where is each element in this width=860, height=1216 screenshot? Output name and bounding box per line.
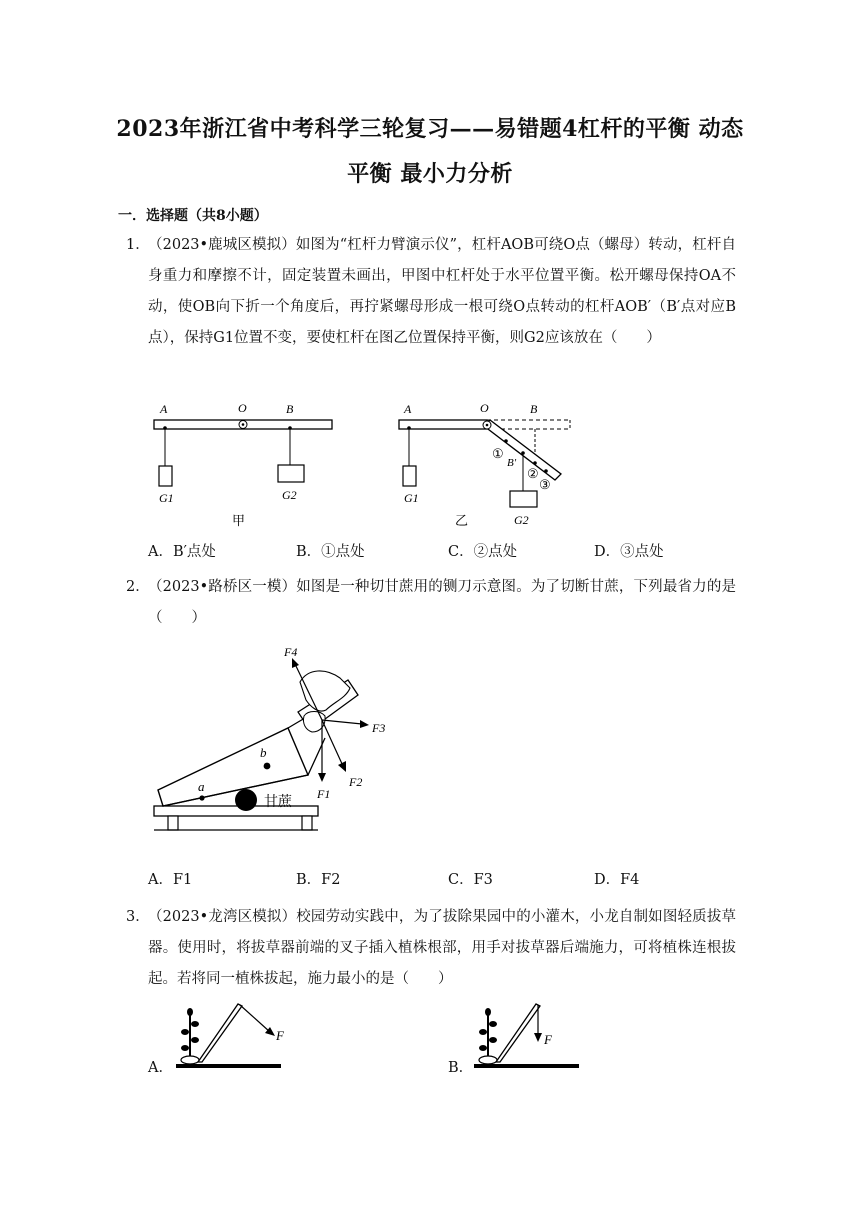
question-number: 2． <box>126 579 150 595</box>
base-board <box>154 806 318 816</box>
label-f2: F2 <box>349 775 363 789</box>
label-g1: G1 <box>159 491 174 505</box>
option-b[interactable]: B． <box>448 1060 474 1076</box>
weeder-handle <box>198 1004 242 1062</box>
weight-g2 <box>510 491 537 507</box>
question-text: （2023•鹿城区模拟）如图为“杠杆力臂演示仪”，杠杆AOB可绕O点（螺母）转动，杠杆自身重力和摩擦不计，固定装置未画出，甲图中杠杆处于水平位置平衡。松开螺母保持OA不动，使OB向下折一个角度后，再拧紧螺母形成一根可绕O点转动的杠杆AOB′（B′点对应B点），保持G1位置不变，要使杠杆在图乙位置保持平衡，则G2应该放在（ ） <box>148 237 736 346</box>
lever-figure-yi <box>395 398 585 530</box>
label-b: b <box>260 745 267 760</box>
label-b-prime: B′ <box>507 457 517 469</box>
figure-caption-yi: 乙 <box>455 513 469 528</box>
page-title-line-1: 2023年浙江省中考科学三轮复习——易错题4杠杆的平衡 动态 <box>116 116 744 142</box>
label-sugarcane: 甘蔗 <box>264 795 292 810</box>
question-number: 3． <box>126 909 150 925</box>
label-o: O <box>480 401 489 415</box>
option-c[interactable]: C．F3 <box>448 872 493 888</box>
marker-3: ③ <box>539 477 551 492</box>
figure-caption-jia: 甲 <box>232 513 246 528</box>
label-o: O <box>238 401 247 415</box>
marker-2: ② <box>527 466 539 481</box>
sugarcane <box>235 789 257 811</box>
label-a: A <box>404 402 412 416</box>
label-a: A <box>160 402 168 416</box>
question-1 <box>126 230 736 354</box>
question-number: 1． <box>126 237 150 253</box>
label-a: a <box>198 779 205 794</box>
option-a[interactable]: A． <box>148 1060 173 1076</box>
option-a[interactable]: A．F1 <box>148 872 193 888</box>
option-d[interactable]: D．F4 <box>594 872 640 888</box>
question-text: （2023•龙湾区模拟）校园劳动实践中，为了拔除果园中的小灌木，小龙自制如图轻质拔草器。使用时，将拔草器前端的叉子插入植株根部，用手对拔草器后端施力，可将植株连根拔起。若将同一植株拔起，施力最小的是（ ） <box>148 909 736 987</box>
weight-g1 <box>403 466 416 486</box>
option-a[interactable]: A．B′点处 <box>148 544 216 560</box>
label-g2: G2 <box>514 513 529 527</box>
label-g1: G1 <box>404 491 419 505</box>
section-heading: 一．选择题（共8小题） <box>118 208 268 224</box>
point-a <box>199 795 204 800</box>
question-3 <box>126 902 736 995</box>
question-text: （2023•路桥区一模）如图是一种切甘蔗用的铡刀示意图。为了切断甘蔗，下列最省力的是（ ） <box>148 579 736 626</box>
label-b: B <box>286 402 294 416</box>
label-f: F <box>544 1032 552 1047</box>
page-title-line-2: 平衡 最小力分析 <box>347 161 513 187</box>
weight-g1 <box>159 466 172 486</box>
option-b[interactable]: B．①点处 <box>296 544 365 560</box>
weight-g2 <box>278 465 304 482</box>
label-f: F <box>276 1028 284 1043</box>
option-b[interactable]: B．F2 <box>296 872 341 888</box>
weeder-handle <box>496 1004 540 1062</box>
label-g2: G2 <box>282 488 297 502</box>
label-b: B <box>530 402 538 416</box>
label-f1: F1 <box>317 787 331 801</box>
lever-figure-jia <box>150 398 340 530</box>
label-f3: F3 <box>372 721 386 735</box>
lever-arm-oa <box>399 420 487 429</box>
option-c[interactable]: C．②点处 <box>448 544 518 560</box>
weeder-figure-b <box>474 1000 594 1072</box>
weeder-figure-a <box>176 1000 296 1072</box>
marker-1: ① <box>492 446 504 461</box>
question-2 <box>126 572 736 634</box>
label-f4: F4 <box>284 645 298 659</box>
option-d[interactable]: D．③点处 <box>594 544 664 560</box>
point-b <box>264 763 271 770</box>
guillotine-figure <box>150 640 430 840</box>
